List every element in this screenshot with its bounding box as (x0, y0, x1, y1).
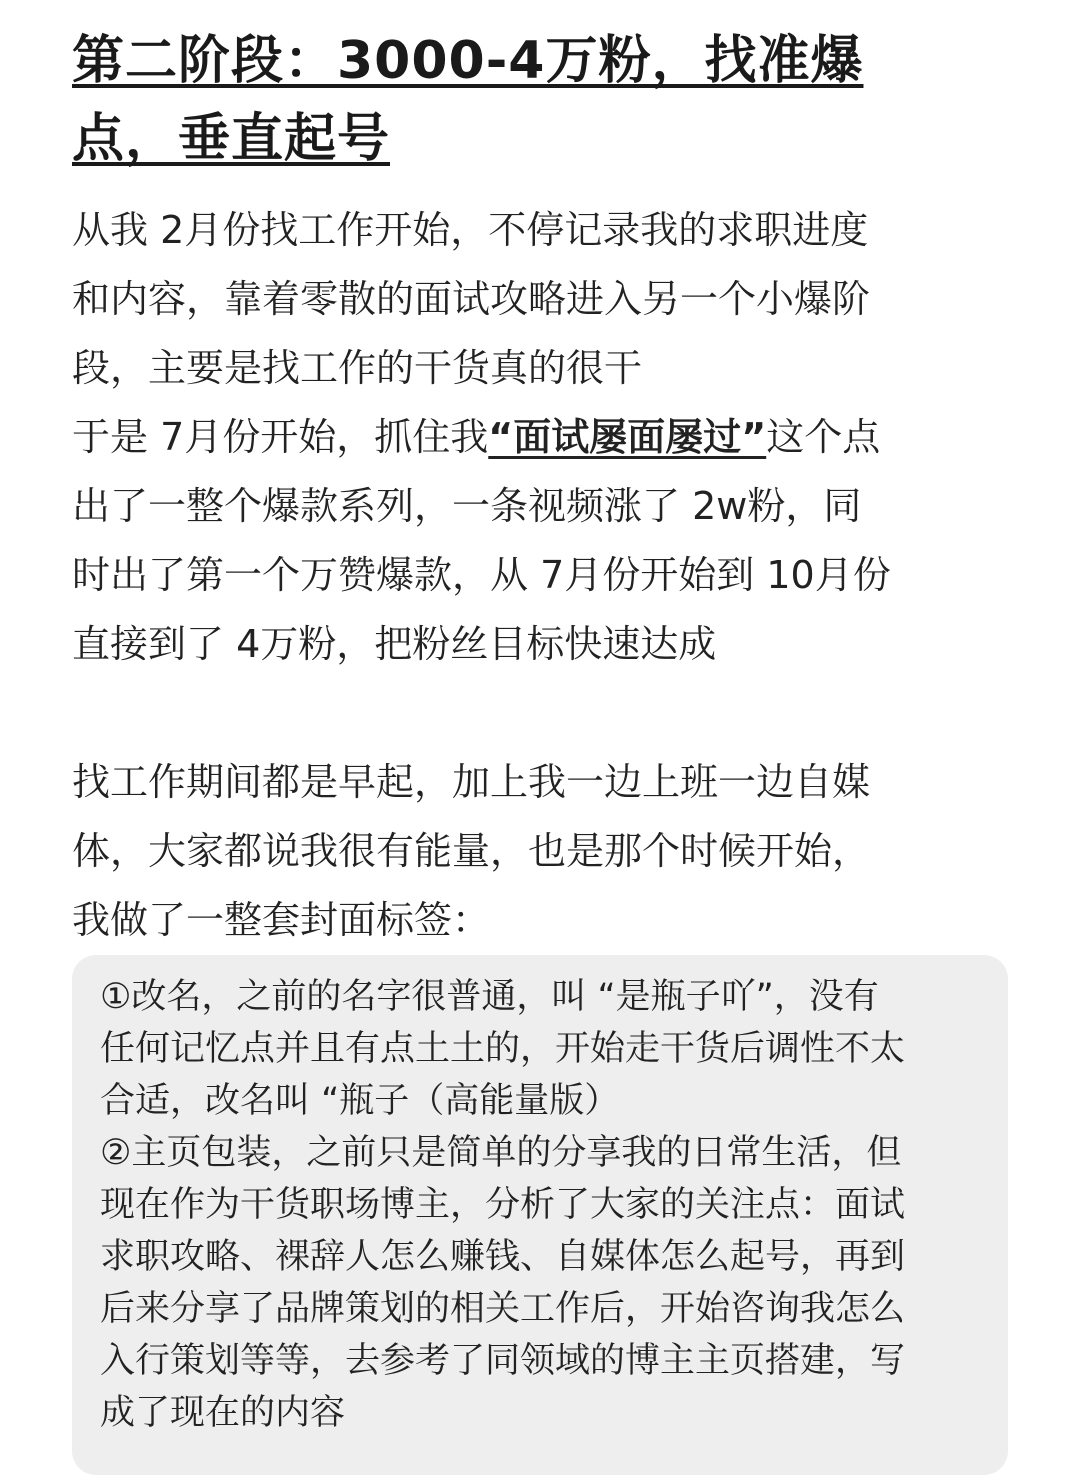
highlighted-phrase: “面试屡面屡过” (488, 415, 767, 459)
note-line: ①改名，之前的名字很普通，叫 “是瓶子吖”，没有 (100, 977, 879, 1017)
text-line: 和内容，靠着零散的面试攻略进入另一个小爆阶 (72, 277, 871, 321)
note-box (72, 955, 1008, 1475)
note-line: 任何记忆点并且有点土土的，开始走干货后调性不太 (100, 1029, 906, 1069)
text-line: 直接到了 4万粉，把粉丝目标快速达成 (72, 622, 717, 666)
text-line: 找工作期间都是早起，加上我一边上班一边自媒 (72, 760, 871, 804)
note-line: ②主页包装，之前只是简单的分享我的日常生活，但 (100, 1133, 902, 1173)
text-line: 体，大家都说我很有能量，也是那个时候开始， (72, 829, 871, 873)
paragraph-growth-story (72, 196, 1008, 679)
text-line: 出了一整个爆款系列，一条视频涨了 2w粉，同 (72, 484, 862, 528)
note-line: 求职攻略、裸辞人怎么赚钱、自媒体怎么起号，再到 (100, 1237, 906, 1277)
note-line: 现在作为干货职场博主，分析了大家的关注点：面试 (100, 1185, 906, 1225)
text-line: 我做了一整套封面标签： (72, 898, 491, 942)
note-line: 成了现在的内容 (100, 1393, 346, 1433)
section-heading (72, 22, 1008, 178)
heading-line-2: 点，垂直起号 (72, 109, 391, 169)
text-line: 段，主要是找工作的干货真的很干 (72, 346, 643, 390)
note-line: 入行策划等等，去参考了同领域的博主主页搭建，写 (100, 1341, 906, 1381)
text-fragment: 于是 7月份开始，抓住我 (72, 415, 489, 459)
note-line: 合适，改名叫 “瓶子（高能量版） (100, 1081, 620, 1121)
paragraph-cover-tags (72, 748, 1008, 955)
text-line: 从我 2月份找工作开始，不停记录我的求职进度 (72, 208, 869, 252)
text-line: 时出了第一个万赞爆款，从 7月份开始到 10月份 (72, 553, 891, 597)
text-line (72, 403, 1008, 472)
note-line: 后来分享了品牌策划的相关工作后，开始咨询我怎么 (100, 1289, 906, 1329)
article (72, 22, 1008, 955)
heading-line-1: 第二阶段：3000-4万粉，找准爆 (72, 31, 864, 91)
text-fragment: 这个点 (766, 415, 881, 459)
